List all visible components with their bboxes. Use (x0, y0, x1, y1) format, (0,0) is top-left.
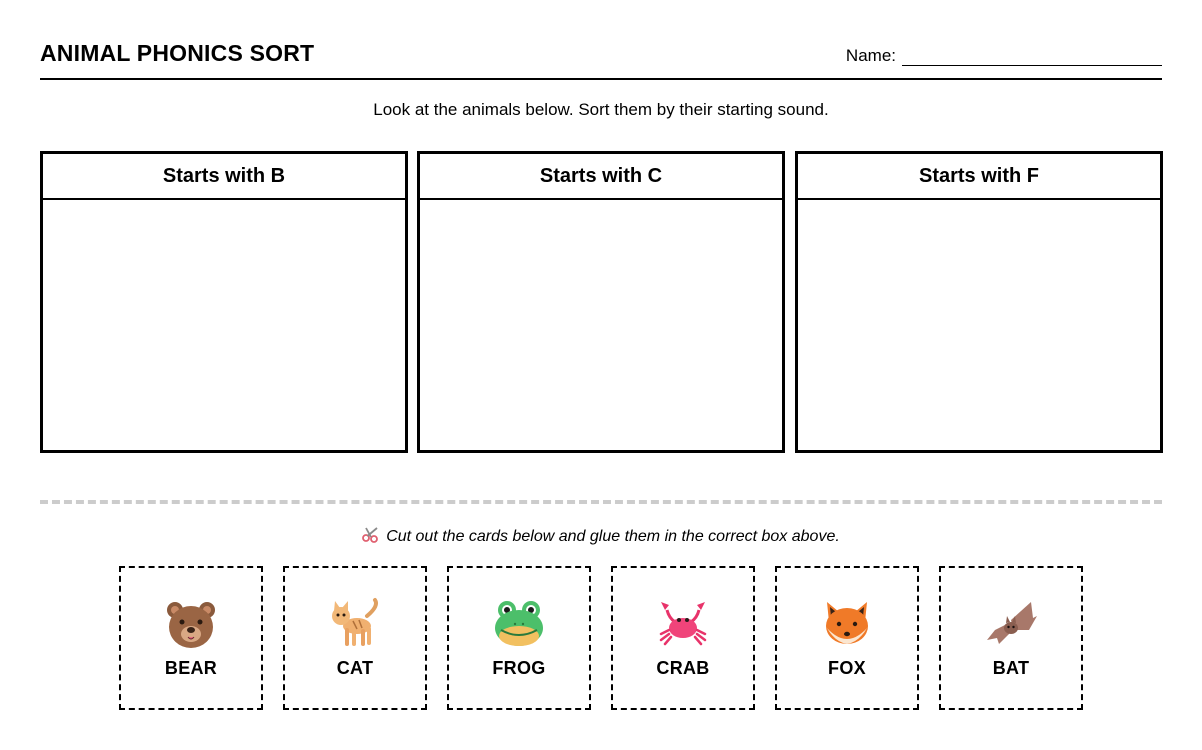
sort-box-heading: Starts with F (798, 154, 1160, 200)
name-field (846, 46, 1162, 66)
card-cat[interactable] (283, 566, 427, 710)
card-fox[interactable] (775, 566, 919, 710)
card-crab[interactable] (611, 566, 755, 710)
sort-box-heading: Starts with C (420, 154, 782, 200)
worksheet (40, 0, 1162, 750)
card-label: CAT (336, 658, 374, 678)
instructions-text: Look at the animals below. Sort them by their starting sound. (373, 100, 829, 119)
sort-box-area[interactable] (43, 200, 405, 450)
card-label: BEAR (164, 658, 218, 678)
card-bat[interactable] (939, 566, 1083, 710)
cut-instructions-text: Cut out the cards below and glue them in the correct box above. (386, 528, 840, 545)
cut-line-divider (40, 500, 1162, 504)
frog-icon (449, 596, 589, 664)
fox-icon (777, 596, 917, 664)
worksheet-header (40, 38, 1162, 80)
name-blank-line[interactable] (902, 48, 1162, 66)
cat-icon (285, 596, 425, 664)
card-label: BAT (992, 658, 1030, 678)
sort-box-b[interactable] (40, 151, 408, 453)
card-frog[interactable] (447, 566, 591, 710)
crab-icon (613, 596, 753, 664)
cut-instructions (40, 527, 1162, 546)
sort-box-c[interactable] (417, 151, 785, 453)
name-label: Name: (845, 46, 896, 65)
card-bear[interactable] (119, 566, 263, 710)
card-label: FOX (828, 658, 866, 678)
animal-cards (119, 566, 1083, 710)
sort-box-area[interactable] (420, 200, 782, 450)
sorting-boxes (40, 151, 1162, 451)
scissors-icon (362, 527, 380, 543)
sort-box-heading: Starts with B (43, 154, 405, 200)
card-label: CRAB (656, 658, 710, 678)
sort-box-f[interactable] (795, 151, 1163, 453)
page-title: ANIMAL PHONICS SORT (40, 40, 315, 66)
bear-icon (121, 596, 261, 664)
card-label: FROG (492, 658, 546, 678)
sort-box-area[interactable] (798, 200, 1160, 450)
bat-icon (941, 596, 1081, 664)
